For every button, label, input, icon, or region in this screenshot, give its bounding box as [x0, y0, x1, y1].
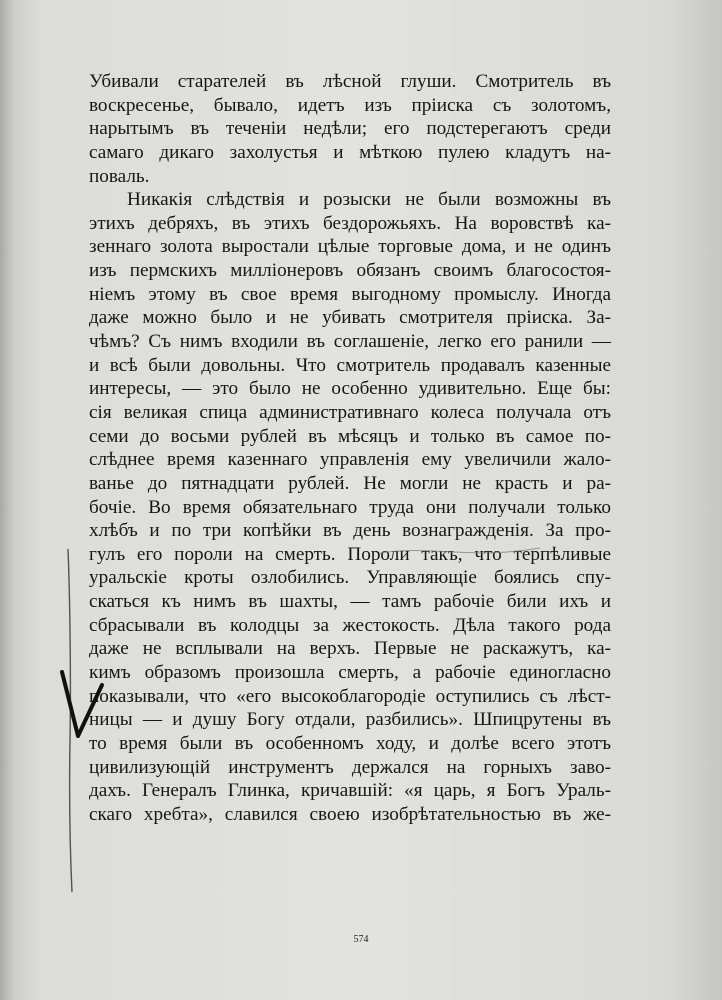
- text-line: даже можно было и не убивать смотрителя пріиска. За-: [89, 307, 611, 329]
- text-line: чѣмъ? Съ нимъ входили въ соглашеніе, легко его ранили —: [89, 331, 611, 353]
- text-line: дахъ. Генералъ Глинка, кричавшій: «я царь, я Богъ Ураль-: [89, 780, 611, 802]
- text-line: изъ пермскихъ милліонеровъ обязанъ своимъ благосостоя-: [89, 260, 611, 282]
- text-line: Убивали старателей въ лѣсной глуши. Смотритель въ: [89, 71, 611, 92]
- text-line: гулъ его пороли на смерть. Пороли такъ, что терпѣливые: [89, 543, 611, 565]
- text-line: скаться къ нимъ въ шахты, — тамъ рабочіе били ихъ и: [89, 591, 611, 613]
- text-line: этихъ дебряхъ, въ этихъ бездорожьяхъ. На воровствѣ ка-: [89, 212, 611, 234]
- text-line: зеннаго золота выростали цѣлые торговые дома, и не одинъ: [89, 236, 611, 258]
- text-line: самаго дикаго захолустья и мѣткою пулею кладутъ на-: [89, 141, 611, 163]
- body-text: [89, 70, 611, 827]
- text-line: сбрасывали въ колодцы за жестокость. Дѣла такого рода: [89, 614, 611, 636]
- text-line: скаго хребта», славился своею изобрѣтательностью въ же-: [89, 803, 611, 825]
- text-line: нарытымъ въ теченіи недѣли; его подстерегаютъ среди: [89, 118, 611, 140]
- text-line: хлѣбъ и по три копѣйки въ день вознагражденія. За про-: [89, 520, 611, 542]
- page-number: 574: [353, 934, 369, 945]
- text-line: цивилизующій инструментъ держался на горныхъ заво-: [89, 756, 611, 778]
- text-line: ницы — и душу Богу отдали, разбились». Шпицрутены въ: [89, 709, 611, 731]
- text-line: и всѣ были довольны. Что смотритель продавалъ казенные: [89, 354, 611, 376]
- text-line: бочіе. Во время обязательнаго труда они получали только: [89, 496, 611, 518]
- text-line: показывали, что «его высокоблагородіе оступились съ лѣст-: [89, 685, 611, 707]
- text-line: слѣднее время казеннаго управленія ему увеличили жало-: [89, 449, 611, 471]
- margin-vertical-line: [68, 549, 72, 892]
- text-line: интересы, — это было не особенно удивительно. Еще бы:: [89, 378, 611, 400]
- text-line: ванье до пятнадцати рублей. Не могли не красть и ра-: [89, 472, 611, 494]
- text-line: ніемъ этому въ свое время выгодному промыслу. Иногда: [89, 283, 611, 305]
- text-line: воскресенье, бывало, идетъ изъ пріиска съ золотомъ,: [89, 94, 611, 116]
- text-line: кимъ образомъ произошла смерть, а рабочіе единогласно: [89, 662, 611, 684]
- text-line: даже не всплывали на верхъ. Первые не раскажутъ, ка-: [89, 638, 611, 660]
- text-line: то время были въ особенномъ ходу, и долѣе всего этотъ: [89, 732, 611, 754]
- text-line: уральскіе кроты озлобились. Управляющіе боялись спу-: [89, 567, 611, 589]
- text-line: поваль.: [89, 165, 150, 187]
- text-line: семи до восьми рублей въ мѣсяцъ и только въ самое по-: [89, 425, 611, 447]
- text-line: Никакія слѣдствія и розыски не были возможны въ: [127, 189, 611, 211]
- text-line: сія великая спица административнаго колеса получала отъ: [89, 401, 611, 423]
